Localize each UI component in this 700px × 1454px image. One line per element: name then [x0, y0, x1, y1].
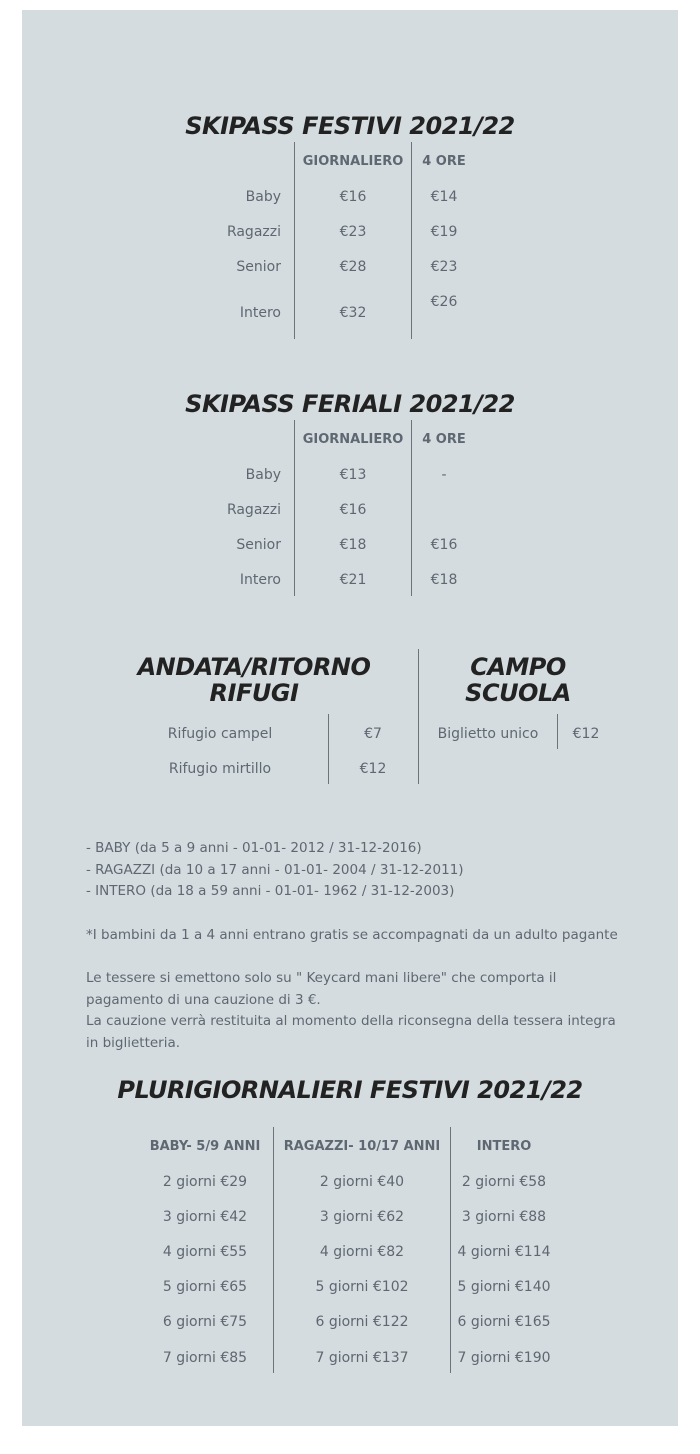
festivi-row-daily: €32: [339, 305, 367, 321]
feriali-row-daily: €16: [339, 502, 367, 518]
campo-price: €12: [572, 726, 600, 742]
feriali-row-label: Ragazzi: [226, 502, 281, 518]
feriali-row-4ore: -: [441, 467, 447, 483]
feriali-row-daily: €13: [339, 467, 367, 483]
age-note-ragazzi: - RAGAZZI (da 10 a 17 anni - 01-01- 2004 / 31-12-2011): [86, 861, 464, 878]
campo-title-line2: SCUOLA: [465, 679, 571, 707]
feriali-row-daily: €18: [339, 537, 367, 553]
pluri-intero-price: 4 giorni €114: [457, 1244, 551, 1260]
pluri-baby-price: 6 giorni €75: [162, 1314, 248, 1330]
festivi-row-daily: €23: [339, 224, 367, 240]
pluri-header-intero: INTERO: [476, 1139, 532, 1154]
rifugi-row-price: €7: [364, 726, 382, 742]
festivi-row-daily: €16: [339, 189, 367, 205]
pluri-intero-price: 7 giorni €190: [457, 1350, 551, 1366]
feriali-row-label: Senior: [236, 537, 281, 553]
pluri-divider-2: [450, 1127, 451, 1373]
campo-divider: [557, 714, 558, 749]
section-divider: [418, 649, 419, 784]
campo-title-line1: CAMPO: [470, 653, 566, 681]
feriali-row-4ore: €16: [430, 537, 458, 553]
pluri-header-baby: BABY- 5/9 ANNI: [149, 1139, 261, 1154]
festivi-divider-2: [411, 142, 412, 339]
pluri-ragazzi-price: 4 giorni €82: [319, 1244, 405, 1260]
pluri-baby-price: 3 giorni €42: [162, 1209, 248, 1225]
pluri-ragazzi-price: 2 giorni €40: [319, 1174, 405, 1190]
rifugi-title-line1: ANDATA/RITORNO: [137, 653, 371, 681]
feriali-row-4ore: €18: [430, 572, 458, 588]
rifugi-row-label: Rifugio mirtillo: [168, 761, 272, 777]
feriali-title: SKIPASS FERIALI 2021/22: [185, 390, 515, 418]
campo-label: Biglietto unico: [437, 726, 539, 742]
pluri-baby-price: 5 giorni €65: [162, 1279, 248, 1295]
pluri-intero-price: 3 giorni €88: [461, 1209, 547, 1225]
festivi-row-label: Ragazzi: [226, 224, 281, 240]
feriali-header-4ore: 4 ORE: [422, 432, 466, 447]
pluri-intero-price: 2 giorni €58: [461, 1174, 547, 1190]
pluri-baby-price: 7 giorni €85: [162, 1350, 248, 1366]
festivi-row-label: Baby: [245, 189, 281, 205]
rifugi-row-price: €12: [359, 761, 387, 777]
feriali-row-label: Intero: [239, 572, 281, 588]
festivi-row-4ore: €14: [430, 189, 458, 205]
festivi-row-daily: €28: [339, 259, 367, 275]
campo-title: [430, 654, 606, 706]
rifugi-title: [106, 654, 402, 706]
pluri-ragazzi-price: 7 giorni €137: [315, 1350, 409, 1366]
rifugi-divider: [328, 714, 329, 784]
pluri-intero-price: 6 giorni €165: [457, 1314, 551, 1330]
pluri-ragazzi-price: 3 giorni €62: [319, 1209, 405, 1225]
festivi-row-label: Senior: [236, 259, 281, 275]
feriali-row-label: Baby: [245, 467, 281, 483]
age-note-intero: - INTERO (da 18 a 59 anni - 01-01- 1962 / 31-12-2003): [86, 883, 455, 899]
pluri-intero-price: 5 giorni €140: [457, 1279, 551, 1295]
festivi-title: SKIPASS FESTIVI 2021/22: [185, 112, 515, 140]
rifugi-title-line2: RIFUGI: [209, 679, 299, 707]
festivi-row-4ore: €23: [430, 259, 458, 275]
age-note-baby: - BABY (da 5 a 9 anni - 01-01- 2012 / 31-12-2016): [86, 840, 422, 856]
pluri-ragazzi-price: 6 giorni €122: [315, 1314, 409, 1330]
rifugi-row-label: Rifugio campel: [167, 726, 273, 742]
pluri-divider-1: [273, 1127, 274, 1373]
pluri-header-ragazzi: RAGAZZI- 10/17 ANNI: [283, 1139, 441, 1154]
pluri-ragazzi-price: 5 giorni €102: [315, 1279, 409, 1295]
feriali-divider-1: [294, 420, 295, 596]
festivi-header-4ore: 4 ORE: [422, 154, 466, 169]
notes-block: [86, 838, 626, 1054]
feriali-row-daily: €21: [339, 572, 367, 588]
deposit-note: La cauzione verrà restituita al momento della riconsegna della tessera integra in biglietteria.: [86, 1013, 616, 1051]
festivi-row-4ore: €26: [430, 294, 458, 310]
pluri-baby-price: 4 giorni €55: [162, 1244, 248, 1260]
feriali-divider-2: [411, 420, 412, 596]
pluri-title: PLURIGIORNALIERI FESTIVI 2021/22: [117, 1076, 583, 1104]
keycard-note: Le tessere si emettono solo su " Keycard mani libere" che comporta il pagamento di una cauzione di 3 €.: [86, 970, 557, 1008]
festivi-row-4ore: €19: [430, 224, 458, 240]
feriali-header-giornaliero: GIORNALIERO: [302, 432, 404, 447]
pluri-baby-price: 2 giorni €29: [162, 1174, 248, 1190]
festivi-row-label: Intero: [239, 305, 281, 321]
festivi-header-giornaliero: GIORNALIERO: [302, 154, 404, 169]
festivi-divider-1: [294, 142, 295, 339]
free-children-note: *I bambini da 1 a 4 anni entrano gratis se accompagnati da un adulto pagante: [86, 926, 618, 943]
